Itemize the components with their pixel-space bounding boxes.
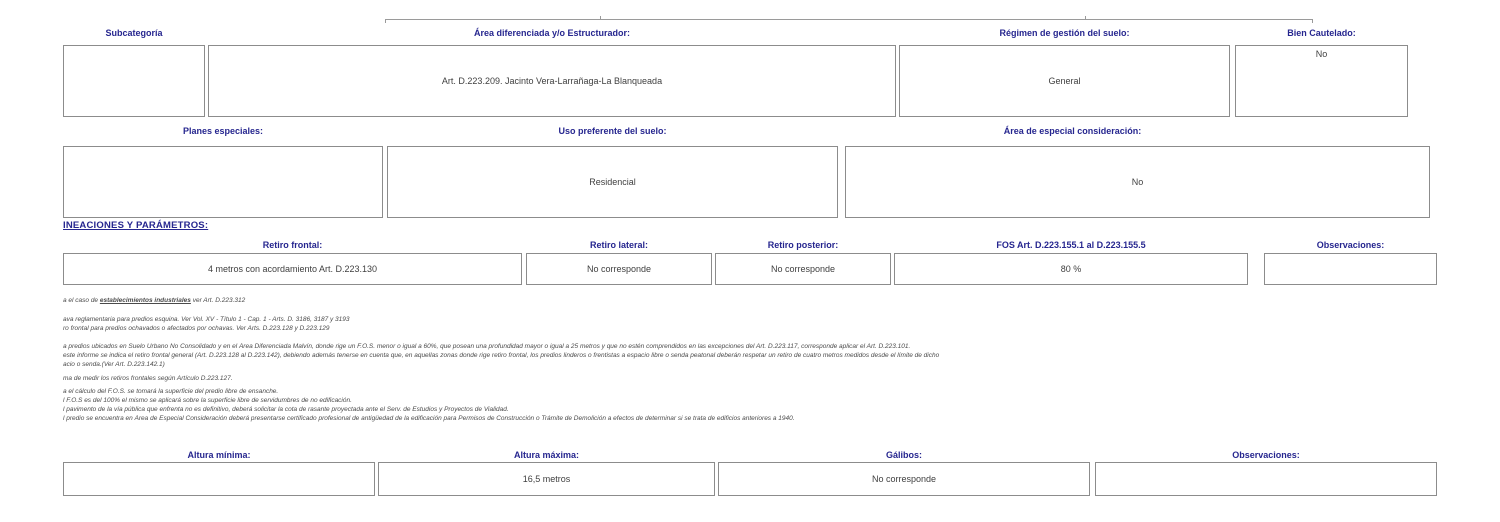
planes-especiales-label: Planes especiales: [182, 126, 264, 136]
retiro-posterior-label: Retiro posterior: [767, 240, 839, 250]
border-tick [385, 19, 386, 23]
fos-cell [894, 253, 1248, 285]
planes-especiales-cell [63, 146, 383, 218]
note-line: ro frontal para predios ochavados o afectados por ochavas. Ver Arts. D.223.128 y D.223.129 [63, 325, 330, 332]
area-diferenciada-value: Art. D.223.209. Jacinto Vera-Larrañaga-La Blanqueada [441, 76, 663, 86]
area-especial-consideracion-value: No [1131, 177, 1144, 187]
note-line: a predios ubicados en Suelo Urbano No Consolidado y en el Área Diferenciada Malvín, donde rige un F.O.S. menor o igual a 60%, que posean una profundidad mayor o igual a 25 metros y que no estén comprendidos en las excepciones del Art. D.223.117, corresponde aplicar el Art. D.223.101. [63, 343, 911, 350]
alineaciones-parametros-title: INEACIONES Y PARÁMETROS: [63, 220, 209, 231]
note-line: ma de medir los retiros frontales según Artículo D.223.127. [63, 375, 233, 382]
uso-preferente-label: Uso preferente del suelo: [558, 126, 667, 136]
subcategoria-label: Subcategoría [105, 28, 163, 38]
retiro-lateral-cell [526, 253, 712, 285]
uso-preferente-cell [387, 146, 838, 218]
retiro-frontal-label: Retiro frontal: [262, 240, 323, 250]
altura-maxima-label: Altura máxima: [513, 450, 580, 460]
regimen-gestion-cell [899, 45, 1230, 117]
area-especial-consideracion-cell [845, 146, 1430, 218]
note-line: l predio se encuentra en Área de Especial Consideración deberá presentarse certificado profesional de antigüedad de la edificación para Permisos de Construcción o Trámite de Demolición a efectos de determinar si se trata de edificios anteriores a 1940. [63, 415, 795, 422]
retiro-posterior-cell [715, 253, 891, 285]
fos-label: FOS Art. D.223.155.1 al D.223.155.5 [996, 240, 1146, 250]
note-line: l pavimento de la vía pública que enfrenta no es definitivo, deberá solicitar la cota de rasante proyectada ante el Serv. de Estudios y Proyectos de Vialidad. [63, 406, 509, 413]
altura-minima-label: Altura mínima: [187, 450, 251, 460]
subcategoria-cell [63, 45, 205, 117]
area-especial-consideracion-label: Área de especial consideración: [1003, 126, 1142, 136]
area-diferenciada-cell [208, 45, 896, 117]
cropped-table-bottom-border [385, 19, 1313, 20]
note-text: a el caso de [63, 297, 100, 304]
altura-minima-cell [63, 462, 375, 496]
bien-cautelado-cell [1235, 45, 1408, 117]
retiro-frontal-value: 4 metros con acordamiento Art. D.223.130 [207, 264, 378, 274]
observaciones-alturas-cell [1095, 462, 1437, 496]
border-tick [1312, 19, 1313, 23]
note-establecimientos-industriales [63, 297, 1463, 305]
note-line: acio o senda.(Ver Art. D.223.142.1) [63, 361, 165, 368]
fos-value: 80 % [1060, 264, 1082, 274]
observaciones-alturas-label: Observaciones: [1232, 450, 1300, 460]
bien-cautelado-value: No [1315, 49, 1328, 59]
retiro-frontal-cell [63, 253, 522, 285]
note-text: ver Art. D.223.312 [190, 297, 246, 304]
regimen-gestion-label: Régimen de gestión del suelo: [999, 28, 1130, 38]
retiro-posterior-value: No corresponde [770, 264, 836, 274]
border-tick [600, 16, 601, 19]
bien-cautelado-label: Bien Cautelado: [1287, 28, 1356, 38]
note-emphasis: establecimientos industriales [99, 297, 191, 304]
galibos-cell [718, 462, 1090, 496]
galibos-value: No corresponde [871, 474, 937, 484]
altura-maxima-cell [378, 462, 715, 496]
area-diferenciada-label: Área diferenciada y/o Estructurador: [473, 28, 631, 38]
retiro-lateral-value: No corresponde [586, 264, 652, 274]
altura-maxima-value: 16,5 metros [522, 474, 571, 484]
regimen-gestion-value: General [1048, 76, 1081, 86]
note-line: ava reglamentaria para predios esquina. Ver Vol. XV - Título 1 - Cap. 1 - Arts. D. 3186, 3187 y 3193 [63, 316, 350, 323]
note-line: l F.O.S es del 100% el mismo se aplicará sobre la superficie libre de servidumbres de no edificación. [63, 397, 352, 404]
galibos-label: Gálibos: [885, 450, 922, 460]
uso-preferente-value: Residencial [589, 177, 636, 187]
border-tick [1085, 16, 1086, 19]
note-line: a el cálculo del F.O.S. se tomará la superficie del predio libre de ensanche. [63, 388, 279, 395]
observaciones-retiros-cell [1264, 253, 1437, 285]
note-line: este informe se indica el retiro frontal general (Art. D.223.128 al D.223.142), debiendo además tenerse en cuenta que, en aquellas zonas donde rige retiro frontal, los predios linderos o frentistas a espacio libre o senda peatonal deberán respetar un retiro de cuatro metros medidos desde el límite de dicho [63, 352, 940, 359]
observaciones-retiros-label: Observaciones: [1316, 240, 1385, 250]
retiro-lateral-label: Retiro lateral: [589, 240, 649, 250]
